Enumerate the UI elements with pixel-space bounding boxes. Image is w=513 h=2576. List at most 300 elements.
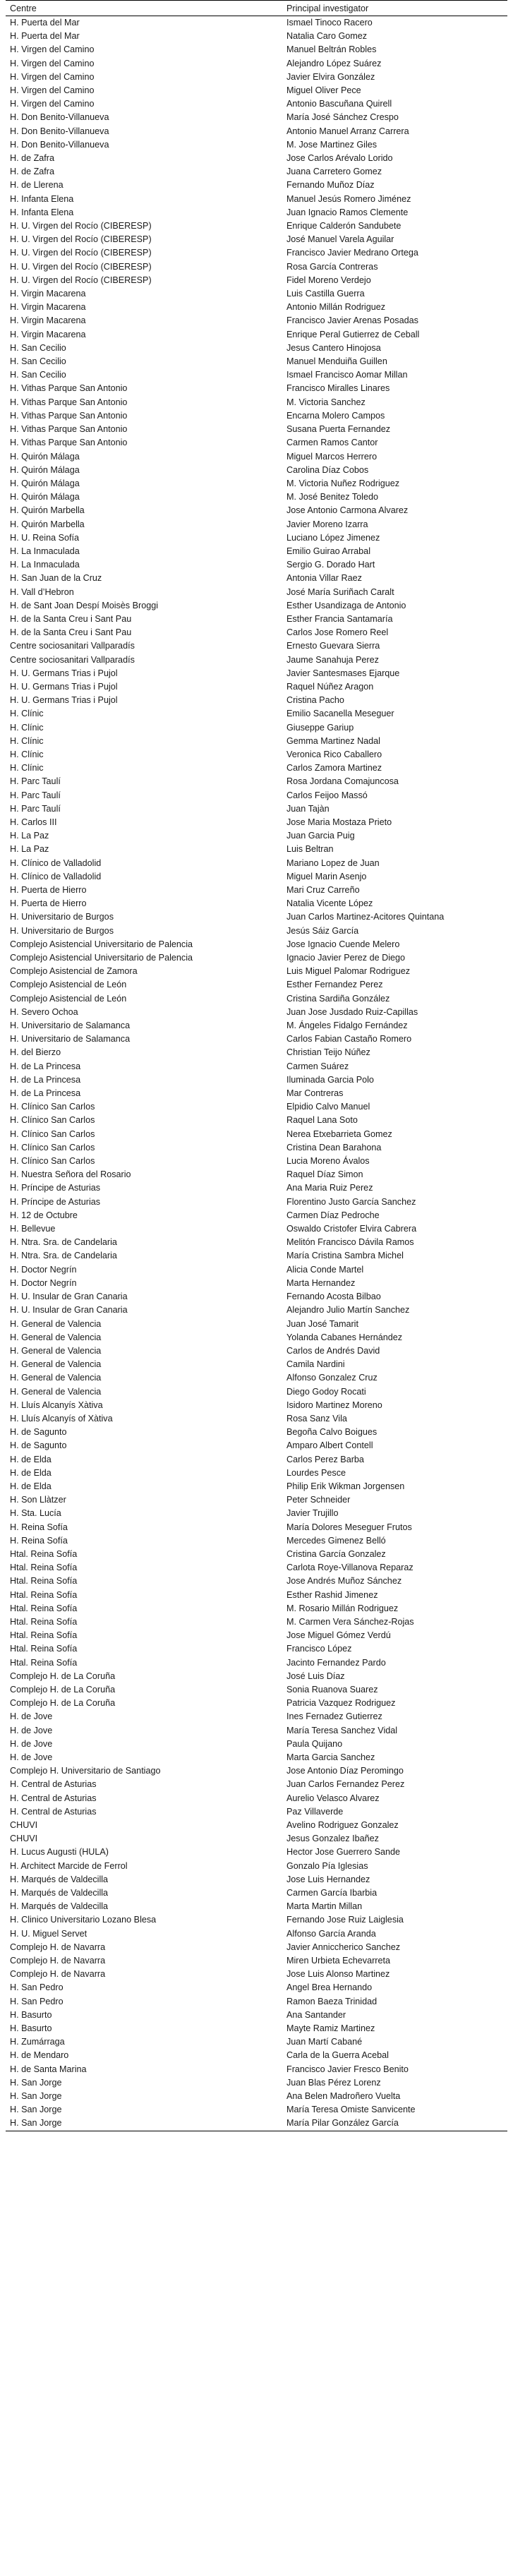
centre-cell: Complejo H. de Navarra [10,1969,106,1980]
centre-cell: Complejo Asistencial de Zamora [10,966,138,977]
investigator-cell: Carolina Díaz Cobos [286,464,369,475]
investigator-cell: Jacinto Fernandez Pardo [286,1657,386,1668]
investigator-cell: Juan Carlos Martinez-Acitores Quintana [286,912,445,922]
investigator-cell: Alfonso Gonzalez Cruz [286,1373,378,1383]
investigator-cell: Cristina Sardiña González [286,993,390,1004]
centre-cell: Complejo Asistencial de León [10,980,127,990]
centre-cell: H. San Pedro [10,1996,64,2006]
table-row [6,1697,507,1710]
investigator-cell: Ana Maria Ruiz Perez [286,1183,373,1193]
table-row [6,1656,507,1670]
table-row [6,910,507,924]
centre-cell: H. Basurto [10,2023,52,2034]
centre-cell: H. de Sant Joan Despí Moisès Broggi [10,600,159,610]
centre-cell: Complejo H. de La Coruña [10,1698,116,1709]
centre-cell: H. San Pedro [10,1982,64,1993]
table-row [6,992,507,1006]
table-row [6,355,507,368]
table-row [6,423,507,436]
centre-cell: H. Príncipe de Asturias [10,1183,101,1193]
investigator-cell: Antonio Manuel Arranz Carrera [286,126,409,136]
table-row [6,1521,507,1534]
table-header [6,1,507,16]
centre-cell: H. Clínico San Carlos [10,1156,95,1167]
centre-cell: Complejo H. de Navarra [10,1942,106,1952]
table-row [6,518,507,531]
centre-cell: H. Virgin Macarena [10,315,86,326]
table-row [6,2090,507,2103]
centre-cell: H. Clínic [10,763,44,774]
centre-cell: H. Central de Asturias [10,1793,97,1803]
centre-cell: H. Puerta de Hierro [10,885,87,895]
centre-cell: H. Doctor Negrín [10,1264,77,1275]
centre-cell: H. de la Santa Creu i Sant Pau [10,613,132,624]
centre-cell: H. de Sagunto [10,1440,67,1451]
investigator-cell: Juan Jose Jusdado Ruiz-Capillas [286,1006,418,1017]
table-row [6,1886,507,1900]
centre-cell: H. Universitario de Burgos [10,912,114,922]
table-row [6,1493,507,1507]
table-row [6,1778,507,1791]
investigator-cell: Florentino Justo García Sanchez [286,1196,416,1207]
centre-cell: Htal. Reina Sofía [10,1657,78,1668]
table-row [6,382,507,395]
centre-cell: H. General de Valencia [10,1332,102,1342]
centre-cell: H. General de Valencia [10,1373,102,1383]
investigator-cell: Susana Puerta Fernandez [286,424,391,435]
table-row [6,829,507,843]
centre-cell: H. Virgen del Camino [10,44,95,55]
investigator-cell: Carmen Suárez [286,1061,349,1071]
table-row [6,97,507,111]
investigator-cell: Esther Fernandez Perez [286,980,383,990]
investigator-cell: Juan Ignacio Ramos Clemente [286,207,409,217]
investigator-cell: Cristina Dean Barahona [286,1142,382,1152]
table-row [6,789,507,802]
centre-cell: Complejo Asistencial de León [10,993,127,1004]
table-row [6,1331,507,1344]
investigator-cell: Christian Teijo Núñez [286,1047,370,1058]
centre-cell: H. Central de Asturias [10,1806,97,1817]
investigator-cell: María Pilar González García [282,2117,507,2131]
centre-cell: H. de Elda [10,1467,52,1478]
table-row [6,1724,507,1738]
investigator-cell: Jesus Cantero Hinojosa [286,342,381,353]
table-row [6,2103,507,2117]
centre-cell: H. San Jorge [10,2105,62,2115]
centre-cell: Htal. Reina Sofía [10,1644,78,1654]
investigator-cell: Lucia Moreno Ávalos [286,1156,370,1167]
table-row [6,1141,507,1155]
centre-cell: H. Lluís Alcanyís of Xàtiva [10,1413,113,1424]
investigator-cell: Diego Godoy Rocati [286,1386,366,1397]
investigator-cell: María Dolores Meseguer Frutos [286,1522,412,1532]
table-row [6,667,507,680]
table-row [6,1046,507,1059]
investigator-cell: M. Ángeles Fidalgo Fernández [286,1021,408,1031]
centre-cell: H. de Jove [10,1725,53,1735]
centre-cell: H. Don Benito-Villanueva [10,126,109,136]
investigator-cell: Gemma Martinez Nadal [286,735,380,746]
centre-cell: H. de Mendaro [10,2050,69,2061]
table-row [6,951,507,965]
investigator-cell: Sergio G. Dorado Hart [286,560,375,570]
centre-cell: H. del Bierzo [10,1047,61,1058]
investigator-cell: Javier Santesmases Ejarque [286,668,400,678]
centre-cell: H. Puerta del Mar [10,18,80,28]
investigator-cell: Carlos Perez Barba [286,1454,364,1464]
investigator-cell: Marta Hernandez [286,1277,356,1288]
centre-cell: H. Virgin Macarena [10,329,86,339]
centre-cell: H. Ntra. Sra. de Candelaria [10,1237,117,1248]
table-row [6,1738,507,1751]
centre-cell: H. Virgen del Camino [10,58,95,68]
centre-cell: H. Príncipe de Asturias [10,1196,101,1207]
table-row [6,1290,507,1304]
centre-cell: Htal. Reina Sofía [10,1563,78,1573]
centre-cell: H. Parc Taulí [10,790,61,800]
investigator-cell: M. Carmen Vera Sánchez-Rojas [286,1616,414,1627]
investigator-cell: Enrique Peral Gutierrez de Ceball [286,329,420,339]
table-row [6,260,507,274]
table-row [6,1467,507,1480]
table-row [6,368,507,382]
centre-cell: H. Clínic [10,749,44,759]
table-row [6,30,507,43]
centre-cell: Complejo H. de La Coruña [10,1671,116,1681]
centre-cell: Complejo H. de Navarra [10,1956,106,1966]
centre-cell: H. U. Virgen del Rocío (CIBERESP) [10,275,152,285]
table-row [6,219,507,233]
table-row [6,965,507,978]
investigator-cell: Alejandro Julio Martín Sanchez [286,1305,410,1316]
centre-cell: H. Virgen del Camino [10,71,95,82]
centre-cell: Htal. Reina Sofía [10,1548,78,1559]
table-row [6,1263,507,1277]
investigator-cell: Manuel Beltrán Robles [286,44,377,55]
table-row [6,409,507,423]
centre-cell: H. General de Valencia [10,1318,102,1329]
centre-cell: Complejo Asistencial Universitario de Palencia [10,953,193,963]
table-row [6,843,507,856]
centre-cell: H. de La Princesa [10,1061,81,1071]
header-centre: Centre [6,1,282,16]
centre-cell: H. San Jorge [6,2117,282,2131]
table-row [6,775,507,788]
investigator-cell: Carmen García Ibarbia [286,1888,378,1898]
table-row [6,43,507,56]
table-row [6,1792,507,1805]
investigator-cell: Fidel Moreno Verdejo [286,275,371,285]
investigator-cell: Francisco Javier Fresco Benito [286,2064,409,2074]
investigator-cell: Carlos Fabian Castaño Romero [286,1034,412,1045]
centre-cell: H. Clínic [10,722,44,733]
investigator-cell: Carlos Feijoo Massó [286,790,368,800]
table-row [6,1277,507,1290]
investigator-cell: Raquel Lana Soto [286,1115,358,1126]
centre-cell: H. Marqués de Valdecilla [10,1888,109,1898]
investigator-cell: Juan Tajàn [286,803,330,814]
centre-cell: H. U. Miguel Servet [10,1928,87,1939]
investigator-cell: Mercedes Gimenez Belló [286,1535,386,1546]
investigator-cell: Juan Carlos Fernandez Perez [286,1779,405,1790]
centre-cell: H. General de Valencia [10,1359,102,1370]
table-row [6,897,507,910]
centre-cell: Centre sociosanitari Vallparadís [10,641,135,651]
table-row [6,165,507,179]
investigator-cell: José María Suriñach Caralt [286,586,394,597]
table-row [6,1751,507,1764]
centre-cell: H. Clínic [10,709,44,719]
investigator-cell: Juan Blas Pérez Lorenz [286,2077,381,2088]
centre-cell: H. Parc Taulí [10,776,61,787]
table-row [6,314,507,327]
investigator-cell: Jose Antonio Carmona Alvarez [286,505,409,516]
table-row [6,1954,507,1968]
table-row [6,1873,507,1886]
investigator-cell: Mari Cruz Carreño [286,885,360,895]
centre-cell: H. Marqués de Valdecilla [10,1901,109,1912]
table-row [6,572,507,585]
investigator-cell: Fernando Acosta Bilbao [286,1292,381,1302]
centre-cell: H. de Zafra [10,167,54,177]
investigator-cell: Amparo Albert Contell [286,1440,373,1451]
investigator-cell: Francisco Javier Medrano Ortega [286,248,418,258]
centre-cell: H. Quirón Málaga [10,492,80,502]
investigator-cell: Cristina Pacho [286,695,344,706]
table-row [6,1371,507,1385]
centre-cell: H. Nuestra Señora del Rosario [10,1169,131,1180]
investigator-cell: Javier Trujillo [286,1508,339,1519]
table-row [6,1927,507,1941]
centre-cell: H. Basurto [10,2009,52,2020]
table-row [6,1439,507,1452]
table-row [6,233,507,246]
centre-cell: H. U. Virgen del Rocío (CIBERESP) [10,261,152,272]
investigator-cell: Luis Miguel Palomar Rodriguez [286,966,410,977]
centre-cell: H. Son Llàtzer [10,1495,66,1505]
centre-cell: H. Quirón Marbella [10,505,85,516]
table-row [6,1358,507,1371]
centre-cell: H. San Jorge [10,2091,62,2102]
centre-cell: H. San Juan de la Cruz [10,573,102,584]
centre-cell: H. Doctor Negrín [10,1277,77,1288]
table-row [6,870,507,884]
centre-cell: H. Quirón Marbella [10,519,85,529]
centre-cell: Htal. Reina Sofía [10,1616,78,1627]
investigator-cell: María Teresa Sanchez Vidal [286,1725,398,1735]
investigator-cell: Yolanda Cabanes Hernández [286,1332,403,1342]
centre-cell: Htal. Reina Sofía [10,1630,78,1641]
centre-cell: H. Zumárraga [10,2037,65,2047]
table-row [6,1222,507,1236]
table-row [6,1196,507,1209]
table-row [6,1981,507,1994]
centre-cell: H. Ntra. Sra. de Candelaria [10,1251,117,1261]
centre-cell: H. Virgin Macarena [10,302,86,313]
investigator-cell: Miguel Marcos Herrero [286,451,378,462]
table-row [6,613,507,626]
investigator-cell: Mar Contreras [286,1088,344,1099]
centre-cell: H. La Paz [10,844,49,855]
investigator-cell: Ismael Tinoco Racero [286,18,373,28]
investigator-cell: Luis Beltran [286,844,334,855]
table-row [6,1019,507,1033]
investigator-cell: Raquel Díaz Simon [286,1169,363,1180]
investigator-cell: Manuel Menduiña Guillen [286,356,387,367]
centre-cell: H. General de Valencia [10,1345,102,1356]
centre-cell: Htal. Reina Sofía [10,1576,78,1587]
table-row [6,1941,507,1954]
table-row [6,680,507,694]
table-row [6,1819,507,1832]
centre-cell: H. Reina Sofía [10,1535,68,1546]
table-row [6,2049,507,2062]
centre-cell: H. U. Germans Trias i Pujol [10,695,118,706]
centre-cell: H. La Inmaculada [10,560,80,570]
table-row [6,1033,507,1046]
table-row [6,1805,507,1819]
investigator-cell: Ignacio Javier Perez de Diego [286,953,406,963]
investigator-cell: Francisco Miralles Linares [286,383,390,394]
centre-cell: Complejo H. de La Coruña [10,1684,116,1695]
investigator-cell: Encarna Molero Campos [286,410,385,421]
centre-cell: H. de Santa Marina [10,2064,87,2074]
table-row [6,762,507,775]
centre-cell: H. Virgen del Camino [10,85,95,96]
investigator-cell: Peter Schneider [286,1495,351,1505]
table-row [6,545,507,558]
table-row [6,558,507,572]
table-row [6,1995,507,2009]
investigator-cell: Emilio Guirao Arrabal [286,546,370,556]
centre-cell: H. Vithas Parque San Antonio [10,424,128,435]
centre-cell: H. Clínico de Valladolid [10,871,102,881]
table-row [6,2022,507,2035]
table-row [6,1900,507,1913]
table-row [6,1561,507,1575]
investigator-cell: Esther Usandizaga de Antonio [286,600,406,610]
investigator-cell: María José Sánchez Crespo [286,112,399,123]
investigator-cell: Rosa Jordana Comajuncosa [286,776,399,787]
table-row [6,1344,507,1358]
table-row [6,2063,507,2076]
investigator-cell: Jose Carlos Arévalo Lorido [286,153,393,164]
table-row [6,477,507,490]
investigator-cell: Marta Martin Millan [286,1901,363,1912]
investigator-cell: Carmen Ramos Cantor [286,438,378,448]
table-row [6,1480,507,1493]
centre-cell: H. Reina Sofía [10,1522,68,1532]
table-row [6,1412,507,1426]
investigator-cell: Fernando Muñoz Díaz [286,180,375,191]
centre-cell: H. Architect Marcide de Ferrol [10,1860,128,1871]
investigator-cell: Sonia Ruanova Suarez [286,1684,378,1695]
table-row [6,626,507,639]
investigator-cell: Alfonso García Aranda [286,1928,376,1939]
centre-cell: H. Parc Taulí [10,803,61,814]
table-row [6,816,507,829]
investigator-cell: Jose Antonio Díaz Peromingo [286,1766,404,1776]
investigator-cell: Miguel Oliver Pece [286,85,361,96]
investigator-cell: M. Jose Martinez Giles [286,139,378,150]
centre-cell: Centre sociosanitari Vallparadís [10,654,135,665]
centre-cell: H. General de Valencia [10,1386,102,1397]
centre-cell: H. de La Princesa [10,1074,81,1085]
investigator-cell: María Teresa Omiste Sanvicente [286,2105,416,2115]
centre-cell: H. San Cecilio [10,370,66,380]
table-row [6,1615,507,1629]
investigator-cell: Alejandro López Suárez [286,58,382,68]
centre-cell: H. San Cecilio [10,342,66,353]
centre-cell: H. de La Princesa [10,1088,81,1099]
table-row [6,1209,507,1222]
table-row [6,1548,507,1561]
centre-cell: H. Carlos III [10,817,57,827]
centre-cell: CHUVI [10,1820,38,1831]
centre-cell: H. Bellevue [10,1224,56,1234]
table-row [6,396,507,409]
investigator-cell: Javier Elvira González [286,71,375,82]
investigator-cell: Mariano Lopez de Juan [286,857,380,868]
centre-cell: H. Clínico de Valladolid [10,857,102,868]
table-row [6,71,507,84]
header-principal-investigator: Principal investigator [282,1,507,16]
table-row [6,1913,507,1927]
table-row [6,1453,507,1467]
table-row [6,1507,507,1520]
investigator-cell: Miren Urbieta Echevarreta [286,1956,390,1966]
centre-cell: H. Vithas Parque San Antonio [10,383,128,394]
centre-cell: H. U. Germans Trias i Pujol [10,681,118,692]
table-row [6,193,507,206]
table-row [6,1968,507,1981]
table-row [6,1642,507,1656]
investigator-cell: Juana Carretero Gomez [286,167,382,177]
table-row [6,639,507,653]
table-row [6,938,507,951]
centre-cell: H. Infanta Elena [10,193,74,204]
centre-cell: H. Don Benito-Villanueva [10,112,109,123]
investigator-cell: Hector Jose Guerrero Sande [286,1847,401,1858]
centre-cell: H. Clínico San Carlos [10,1142,95,1152]
table-row [6,84,507,97]
investigator-cell: José Manuel Varela Aguilar [286,234,394,245]
table-row [6,1602,507,1615]
centre-cell: H. Quirón Málaga [10,451,80,462]
table-row [6,735,507,748]
investigator-cell: Antonia Villar Raez [286,573,362,584]
table-row [6,884,507,897]
centre-cell: H. Quirón Málaga [10,478,80,488]
investigator-cell: Enrique Calderón Sandubete [286,221,402,231]
centre-cell: H. de Jove [10,1738,53,1749]
table-row [6,721,507,735]
centre-cell: Htal. Reina Sofía [10,1589,78,1600]
table-row [6,1683,507,1697]
table-row [6,1846,507,1859]
investigator-cell: Manuel Jesús Romero Jiménez [286,193,411,204]
centre-cell: H. U. Reina Sofía [10,532,79,543]
investigator-cell: Javier Moreno Izarra [286,519,368,529]
centre-cell: H. de Jove [10,1752,53,1762]
centre-cell: H. Clinico Universitario Lozano Blesa [10,1915,157,1925]
table-row [6,1832,507,1846]
investigator-cell: Paz Villaverde [286,1806,344,1817]
investigator-cell: Jose Luis Alonso Martinez [286,1969,390,1980]
table-row [6,1073,507,1087]
table-row [6,599,507,613]
